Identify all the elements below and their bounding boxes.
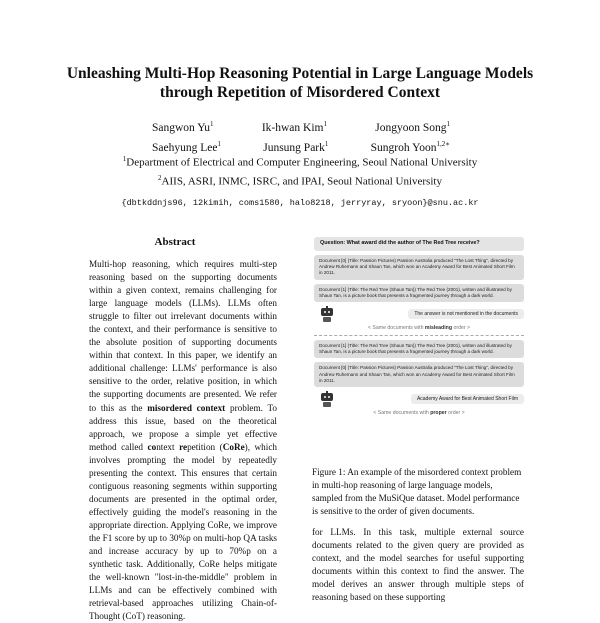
answer-bubble-correct: Academy Award for Best Animated Short Film [411, 394, 524, 404]
figure-1 [314, 237, 524, 416]
affiliation-1: $^1$Department of Electrical and Computer Engineering, Seoul National University [122, 155, 478, 169]
question-box: Question: What award did the author of The Red Tree receive? [314, 237, 524, 251]
title-line-1: Unleashing Multi-Hop Reasoning Potential in Large Language Models [66, 65, 534, 82]
document-1-first: Document [1] (Title: The Red Tree (Shaun Tan)) The Red Tree (2001), written and illustrated by Shaun Tan, is a picture book that presents a fragmented journey through a dark world. [314, 340, 524, 358]
paper-title [40, 64, 560, 102]
robot-icon [320, 391, 334, 407]
figure-caption: Figure 1: An example of the misordered context problem in multi-hop reasoning of large language models, sampled from the MuSiQue dataset. Model performance is sensitive to the order of given documents. [312, 467, 522, 516]
figure-divider [314, 335, 524, 336]
intro-body-text: for LLMs. In this task, multiple external source documents related to the given query are provided as context, and the model searches for useful supporting documents within this context to find the answer. The model derives an answer through multiple steps of reasoning based on these supporting [312, 527, 524, 603]
author-list [100, 116, 500, 156]
title-line-2: through Repetition of Misordered Context [159, 84, 441, 101]
author: Saehyung Lee$^1$ [152, 139, 221, 154]
document-1: Document [1] (Title: The Red Tree (Shaun Tan)) The Red Tree (2001), written and illustrated by Shaun Tan, is a picture book that presents a fragmented journey through a dark world. [314, 284, 524, 302]
author: Sungroh Yoon$^{1,2∗}$ [370, 139, 450, 154]
model-response-misleading [314, 306, 524, 322]
model-response-proper [314, 391, 524, 407]
affiliation-2: $^2$AIIS, ASRI, INMC, ISRC, and IPAI, Seoul National University [158, 173, 442, 188]
robot-icon [320, 306, 334, 322]
abstract-body: Multi-hop reasoning, which requires multi-step reasoning based on the supporting documents within a given context, remains challenging for large language models (LLMs). LLMs often struggle to filter out irrelevant documents within the context, and their performance is sensitive to the absolute position of supporting documents within that context. In this paper, we identify an additional challenge: LLMs' performance is also sensitive to the order, relative position, in which the supporting documents are presented. We refer to this as the misordered context problem. To address this issue, based on the theoretical approach, we propose a simple yet effective method called context repetition (CoRe), which involves prompting the model by repeatedly presenting the context. This ensures that certain contiguous reasoning segments within supporting documents are presented in the optimal order, effectively guiding the model's reasoning in the appropriate direction. Applying CoRe, we improve the F1 score by up to 30%p on multi-hop QA tasks and increase accuracy by up to 70%p on a synthetic task. Additionally, CoRe helps mitigate the well-known "lost-in-the-middle" problem in LLMs and can be effectively combined with retrieval-based approaches utilizing Chain-of-Thought (CoT) reasoning. [89, 259, 278, 622]
answer-bubble-wrong: The answer is not mentioned in the documents [408, 309, 524, 319]
author: Jongyoon Song$^1$ [375, 120, 450, 134]
author-row-1 [100, 116, 500, 136]
author: Ik-hwan Kim$^1$ [261, 120, 327, 134]
author-emails: {dbtkddnjs96, 12kimih, coms1580, halo8218, jerryray, sryoon}@snu.ac.kr [121, 198, 479, 208]
affiliations [60, 152, 540, 189]
abstract-heading: Abstract [154, 236, 196, 248]
author: Junsung Park$^1$ [263, 139, 329, 154]
proper-order-label: < Same documents with proper order > [373, 410, 465, 417]
misleading-order-label: < Same documents with misleading order > [367, 325, 471, 332]
document-0: Document [0] (Title: Passion Pictures) Passion Australia produced "The Lost Thing", directed by Andrew Ruhemann and Shaun Tan, which won an Academy Award for Best Animated Short Film in 2011. [314, 255, 524, 280]
author: Sangwon Yu$^1$ [152, 120, 214, 134]
document-0-second: Document [0] (Title: Passion Pictures) Passion Australia produced "The Lost Thing", directed by Andrew Ruhemann and Shaun Tan, which won an Academy Award for Best Animated Short Film in 2011. [314, 362, 524, 387]
